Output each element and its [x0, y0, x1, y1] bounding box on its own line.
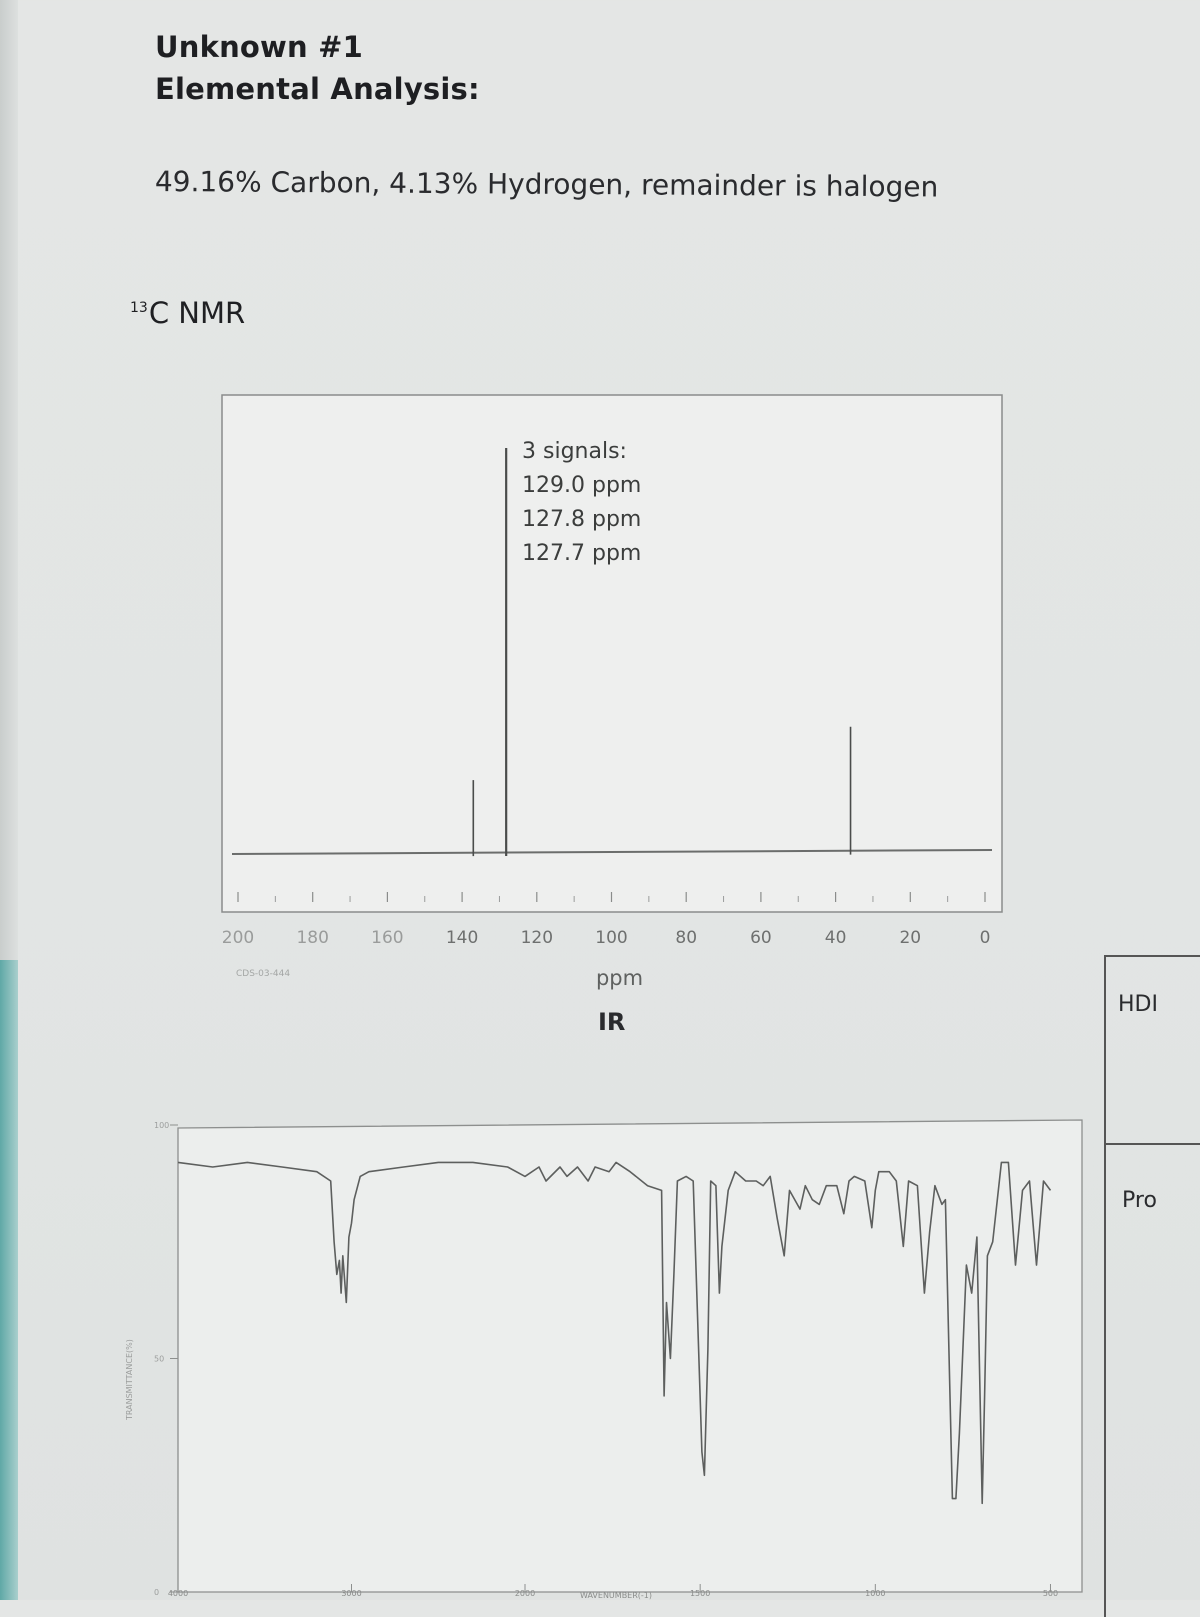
nmr-tick-label-200: 200 — [221, 928, 255, 948]
ir-y-axis-label: TRANSMITTANCE(%) — [125, 1339, 134, 1420]
nmr-signal-annotation-3: 127.7 ppm — [522, 541, 642, 566]
hdi-label: HDI — [1118, 992, 1158, 1017]
ir-x-tick-label-2000: 2000 — [514, 1589, 536, 1598]
elemental-analysis-heading: Elemental Analysis: — [155, 72, 480, 106]
nmr-tick-label-20: 20 — [899, 928, 922, 948]
nmr-tick-label-0: 0 — [979, 928, 991, 948]
nmr-footnote: CDS-03-444 — [236, 969, 291, 979]
nmr-signal-annotation-0: 3 signals: — [522, 439, 627, 464]
ir-spectrum — [125, 1120, 1082, 1600]
nmr-heading-text: C NMR — [148, 296, 246, 330]
unknown-title: Unknown #1 — [155, 30, 364, 64]
ir-x-tick-label-3000: 3000 — [341, 1589, 362, 1598]
nmr-signal-annotation-1: 129.0 ppm — [522, 473, 642, 498]
nmr-tick-label-160: 160 — [371, 928, 404, 948]
ir-plot-frame — [178, 1120, 1082, 1592]
ir-y-tick-label-0: 0 — [154, 1588, 160, 1597]
proposed-label: Pro — [1122, 1188, 1157, 1213]
ir-x-tick-label-1500: 1500 — [689, 1589, 711, 1598]
nmr-isotope-superscript: 13 — [130, 300, 148, 316]
nmr-tick-label-120: 120 — [520, 928, 554, 948]
ir-y-tick-label-100: 100 — [154, 1121, 170, 1130]
ir-x-tick-label-500: 500 — [1042, 1589, 1059, 1598]
ir-heading: IR — [598, 1008, 626, 1036]
nmr-tick-label-140: 140 — [445, 928, 479, 948]
nmr-tick-label-180: 180 — [296, 928, 329, 948]
nmr-tick-label-40: 40 — [824, 928, 847, 948]
nmr-tick-label-80: 80 — [675, 928, 698, 948]
nmr-spectrum — [222, 395, 1002, 990]
nmr-tick-label-60: 60 — [750, 928, 772, 948]
nmr-x-axis-label: ppm — [595, 966, 644, 990]
elemental-analysis-result: 49.16% Carbon, 4.13% Hydrogen, remainder is halogen — [154, 165, 939, 204]
ir-y-tick-label-50: 50 — [154, 1354, 165, 1364]
ir-x-axis-label: WAVENUMBER(-1) — [579, 1591, 653, 1600]
nmr-signal-annotation-2: 127.8 ppm — [522, 507, 642, 532]
nmr-tick-label-100: 100 — [595, 928, 628, 948]
ir-x-tick-label-1000: 1000 — [865, 1589, 886, 1598]
ir-x-tick-label-4000: 4000 — [167, 1589, 189, 1598]
